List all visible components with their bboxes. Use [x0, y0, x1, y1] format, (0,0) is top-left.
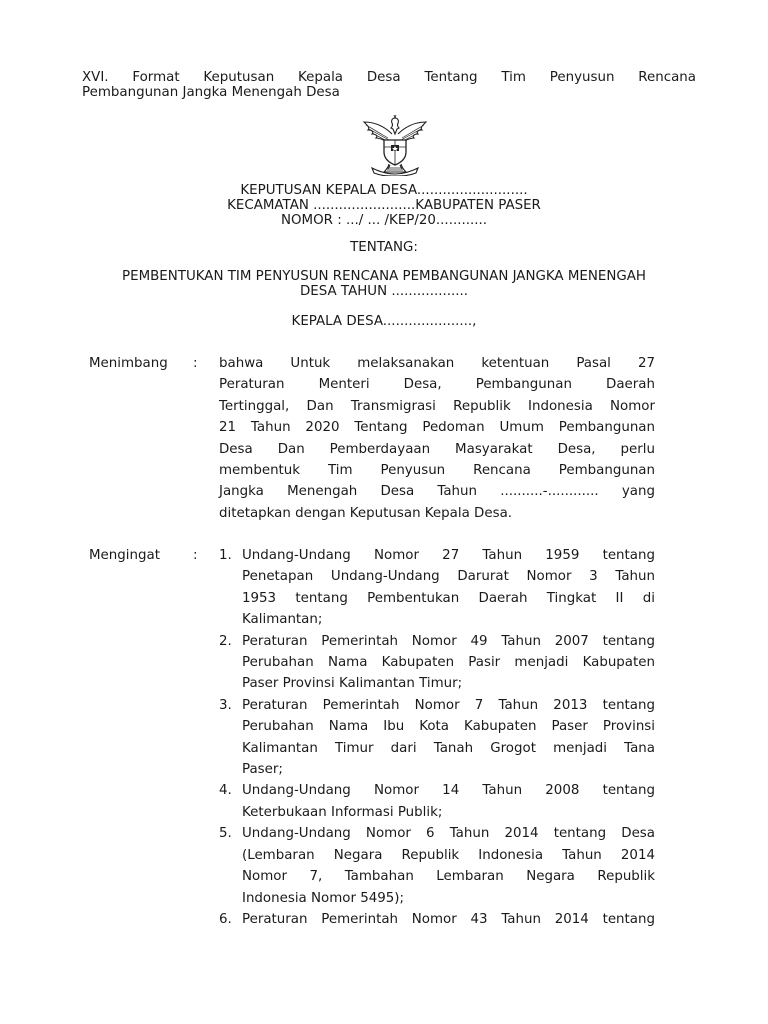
list-item: [219, 909, 655, 930]
list-item-line: Paser Provinsi Kalimantan Timur;: [242, 676, 463, 692]
list-item-line: Paser;: [242, 762, 283, 778]
list-item-line: Indonesia Nomor 5495);: [242, 890, 405, 906]
list-item-line: Keterbukaan Informasi Publik;: [242, 804, 443, 820]
decree-title-line-2: KECAMATAN ........................KABUPATEN PASER: [227, 198, 541, 213]
list-item-line: (Lembaran Negara Republik Indonesia Tahun 2014: [242, 847, 655, 863]
list-item: [219, 695, 655, 781]
menimbang-line: ditetapkan dengan Keputusan Kepala Desa.: [219, 505, 513, 521]
list-item-number: 1.: [219, 548, 232, 563]
decree-subject-line-1: PEMBENTUKAN TIM PENYUSUN RENCANA PEMBANGUNAN JANGKA MENENGAH: [122, 269, 646, 284]
mengingat-label: Mengingat: [89, 548, 160, 563]
decree-number: NOMOR : .../ ... /KEP/20............: [281, 213, 487, 228]
menimbang-line: bahwa Untuk melaksanakan ketentuan Pasal 27: [219, 356, 655, 371]
menimbang-colon: :: [193, 356, 198, 371]
decree-subject: [0, 269, 768, 299]
list-item-line: Kalimantan Timur dari Tanah Grogot menjadi Tana: [242, 740, 655, 756]
menimbang-line: membentuk Tim Penyusun Rencana Pembangunan: [219, 463, 655, 479]
section-heading: [82, 70, 696, 100]
list-item-line: Undang-Undang Nomor 6 Tahun 2014 tentang Desa: [242, 826, 655, 842]
list-item-line: Nomor 7, Tambahan Lembaran Negara Republik: [242, 869, 655, 885]
list-item: [219, 631, 655, 695]
decree-title: [0, 183, 768, 228]
list-item-line: Penetapan Undang-Undang Darurat Nomor 3 Tahun: [242, 569, 655, 585]
list-item-number: 3.: [219, 697, 232, 713]
list-item-line: Peraturan Pemerintah Nomor 43 Tahun 2014 tentang: [242, 911, 655, 927]
list-item-number: 5.: [219, 826, 232, 842]
section-heading-line-2: Pembangunan Jangka Menengah Desa: [82, 85, 340, 100]
list-item-line: Peraturan Pemerintah Nomor 49 Tahun 2007 tentang: [242, 633, 655, 649]
list-item-number: 6.: [219, 911, 232, 927]
mengingat-list: [219, 545, 655, 930]
menimbang-line: Tertinggal, Dan Transmigrasi Republik Indonesia Nomor: [219, 398, 655, 414]
list-item-line: Perubahan Nama Kabupaten Pasir menjadi Kabupaten: [242, 655, 655, 671]
menimbang-line: Jangka Menengah Desa Tahun ..........-............ yang: [219, 484, 655, 500]
menimbang-line: Peraturan Menteri Desa, Pembangunan Daerah: [219, 377, 655, 393]
section-heading-line-1: XVI. Format Keputusan Kepala Desa Tentang Tim Penyusun Rencana: [82, 70, 696, 85]
menimbang-label: Menimbang: [89, 356, 168, 371]
list-item: [219, 780, 655, 823]
list-item-line: Peraturan Pemerintah Nomor 7 Tahun 2013 tentang: [242, 697, 655, 713]
list-item-number: 2.: [219, 633, 232, 649]
garuda-pancasila-emblem-icon: [358, 112, 432, 176]
list-item-line: Kalimantan;: [242, 612, 323, 628]
list-item: [219, 545, 655, 631]
list-item-line: Undang-Undang Nomor 14 Tahun 2008 tentang: [242, 783, 655, 799]
menimbang-line: Desa Dan Pemberdayaan Masyarakat Desa, perlu: [219, 441, 655, 457]
menimbang-text: [219, 353, 655, 524]
tentang-label: TENTANG:: [350, 240, 418, 255]
list-item-line: Perubahan Nama Ibu Kota Kabupaten Paser Provinsi: [242, 719, 655, 735]
mengingat-colon: :: [193, 548, 198, 563]
menimbang-line: 21 Tahun 2020 Tentang Pedoman Umum Pembangunan: [219, 420, 655, 436]
list-item: [219, 823, 655, 909]
list-item-line: 1953 tentang Pembentukan Daerah Tingkat II di: [242, 590, 655, 606]
kepala-desa-line: KEPALA DESA.....................,: [291, 314, 477, 329]
decree-title-line-1: KEPUTUSAN KEPALA DESA..........................: [240, 183, 528, 198]
list-item-line: Undang-Undang Nomor 27 Tahun 1959 tentang: [242, 548, 655, 563]
decree-subject-line-2: DESA TAHUN ..................: [300, 284, 468, 299]
list-item-number: 4.: [219, 783, 232, 799]
